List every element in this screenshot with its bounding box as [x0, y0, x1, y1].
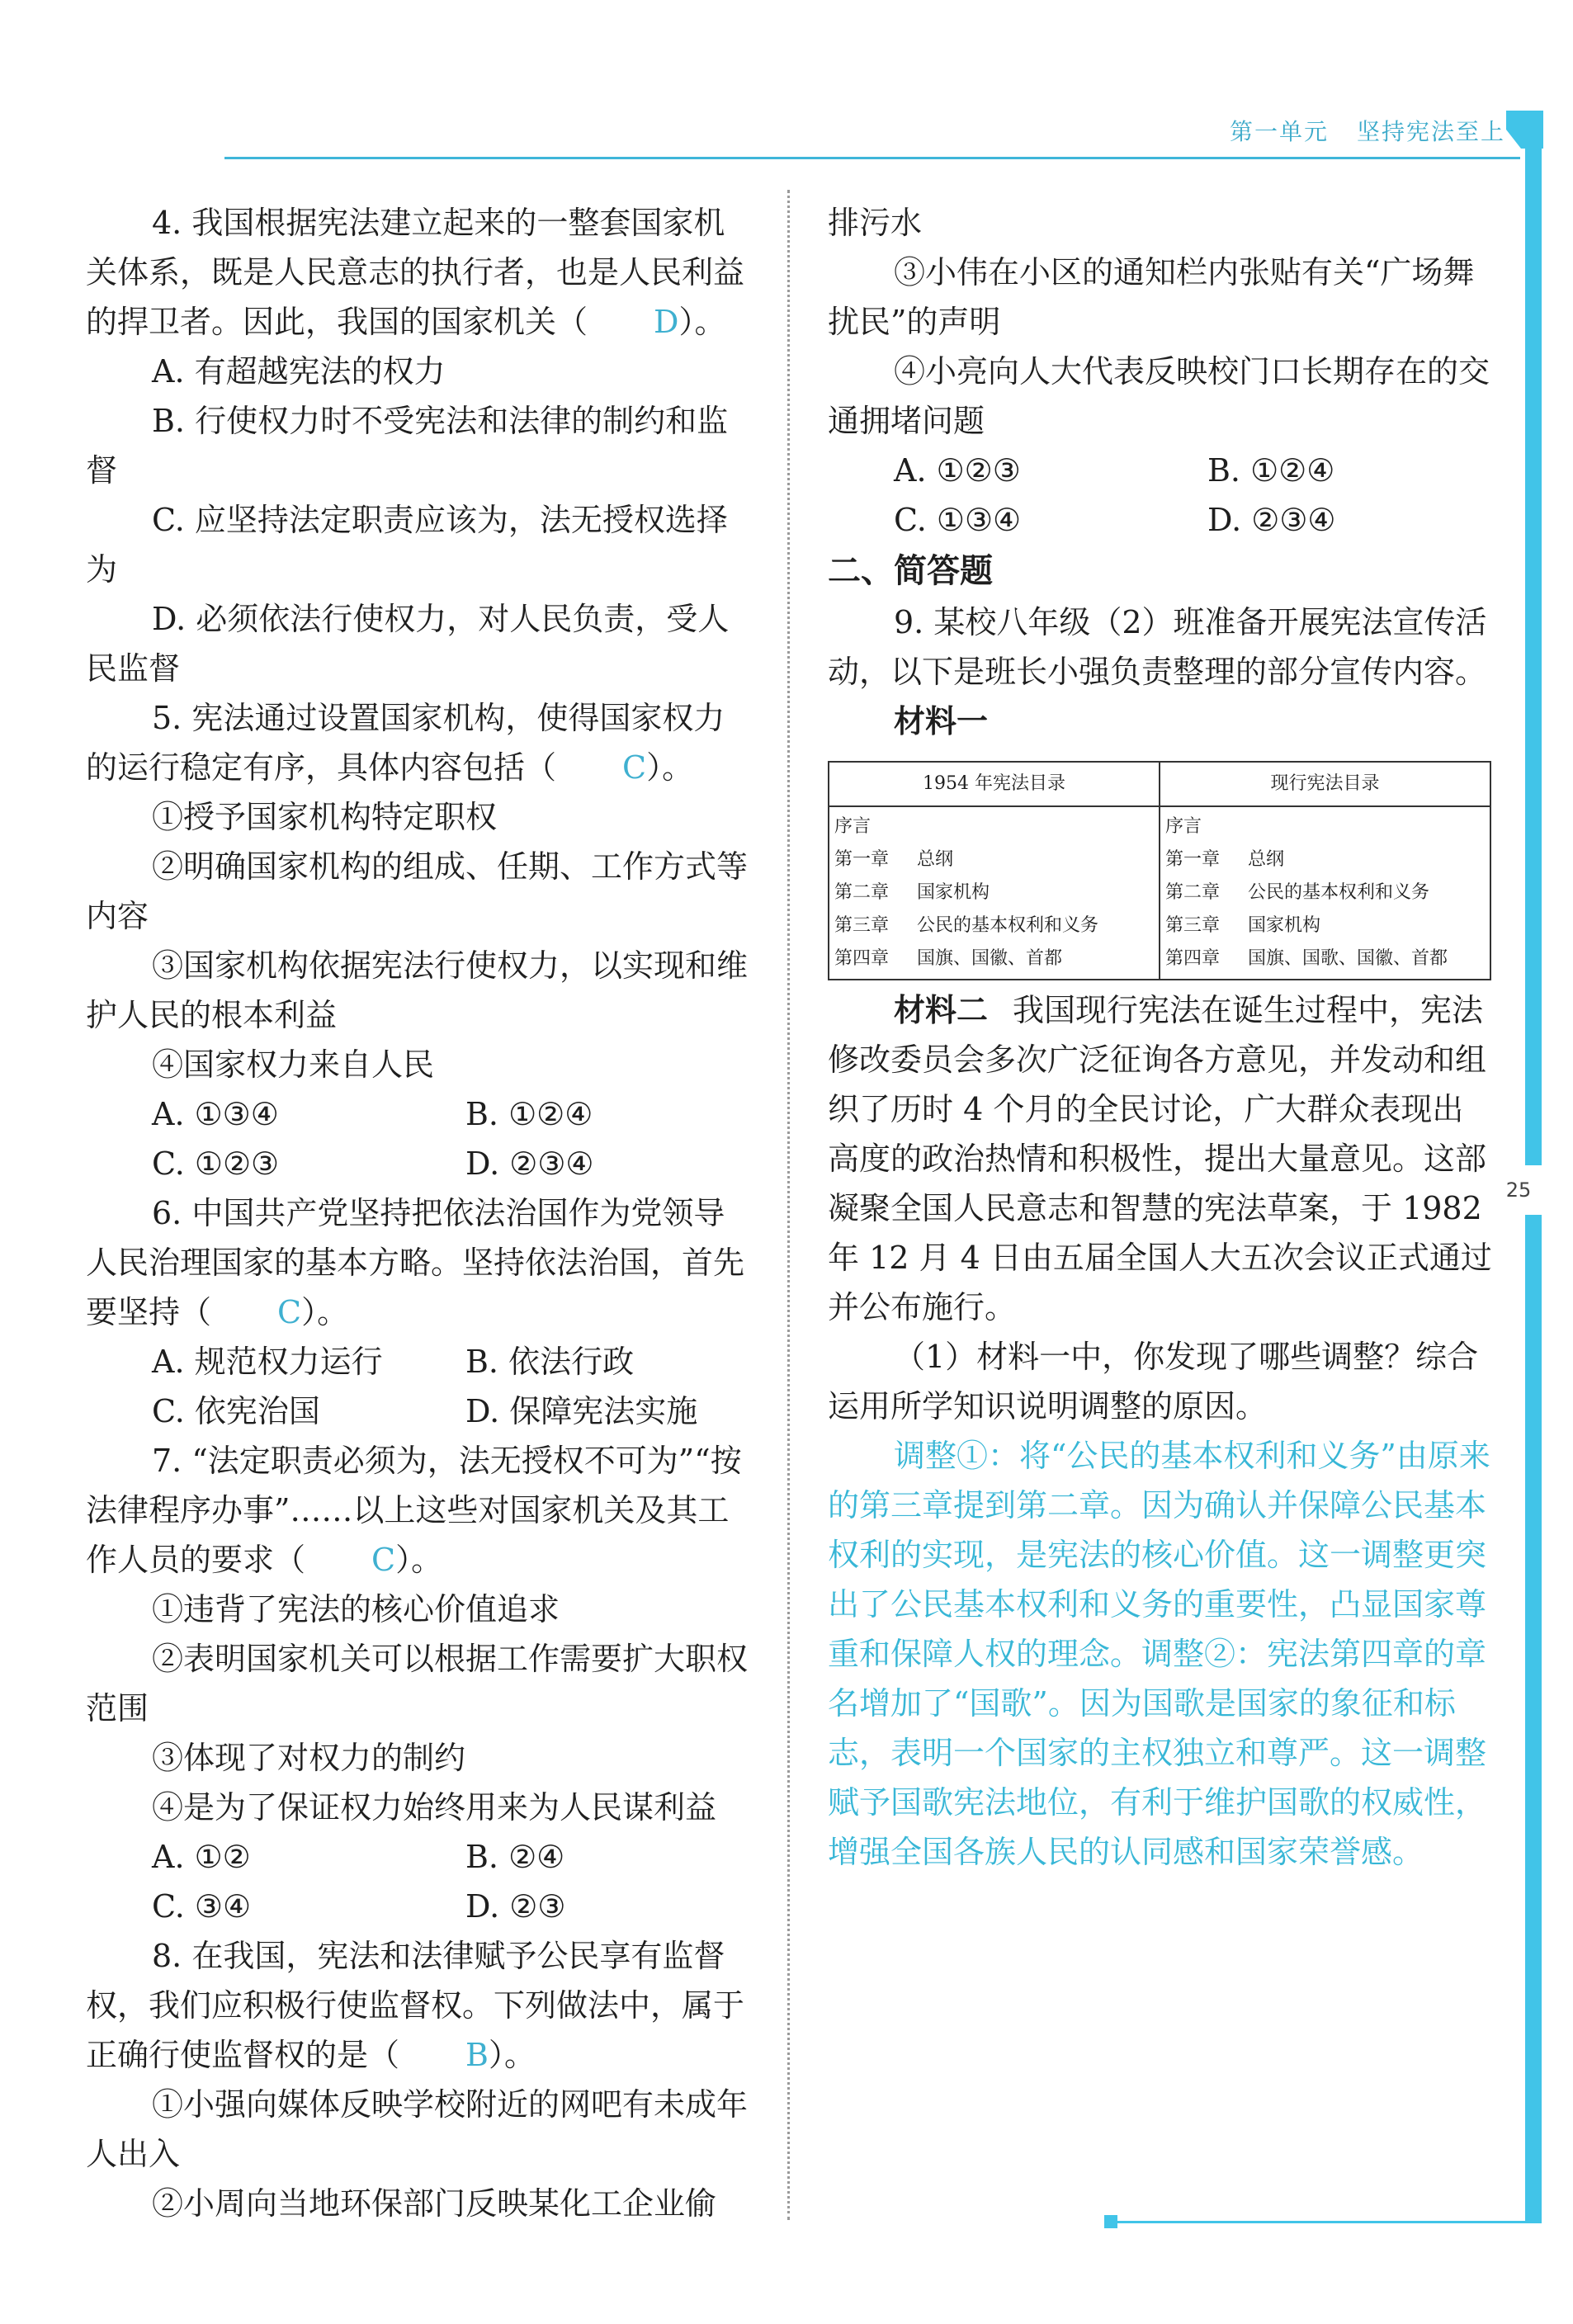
toc-row: 第一章 总纲 — [1165, 849, 1285, 870]
question-6-stem: 6. 中国共产党坚持把依法治国作为党领导人民治理国家的基本方略。坚持依法治国，首先要坚持（ C）。 — [86, 1188, 753, 1337]
answer-q5: C — [622, 749, 647, 786]
q7-option-c: C. ③④ — [152, 1888, 252, 1925]
q5-item-4: ④国家权力来自人民 — [152, 1046, 435, 1083]
q9-answer-text: 调整①：将“公民的基本权利和义务”由原来的第三章提到第二章。因为确认并保障公民基本权利的实现，是宪法的核心价值。这一调整更突出了公民基本权利和义务的重要性，凸显国家尊重和保障人权的理念。调整②：宪法第四章的章名增加了“国歌”。因为国歌是国家的象征和标志，表明一个国家的主权独立和尊严。这一调整赋予国歌宪法地位，有利于维护国歌的权威性，增强全国各族人民的认同感和国家荣誉感。 — [828, 1438, 1490, 1870]
toc-header-1954: 1954 年宪法目录 — [829, 762, 1160, 806]
q6-option-c: C. 依宪治国 — [152, 1393, 320, 1429]
q5-option-c: C. ①②③ — [152, 1145, 280, 1182]
q7-options-row-2 — [86, 1882, 753, 1931]
material-2-label: 材料二 — [894, 992, 989, 1028]
toc-row: 第二章 国家机构 — [834, 882, 990, 903]
q8-item-4: ④小亮向人大代表反映校门口长期存在的交通拥堵问题 — [828, 353, 1490, 439]
q6-option-d: D. 保障宪法实施 — [465, 1393, 698, 1429]
q5-options-row-2 — [86, 1139, 753, 1188]
q8-option-b: B. ①②④ — [1207, 452, 1335, 489]
q5-item-3: ③国家机构依据宪法行使权力，以实现和维护人民的根本利益 — [86, 947, 749, 1033]
left-column — [86, 198, 753, 2228]
q6-option-b: B. 依法行政 — [465, 1344, 635, 1380]
q7-option-d: D. ②③ — [465, 1888, 566, 1925]
toc-current-cell — [1160, 806, 1490, 980]
q4-option-b: B. 行使权力时不受宪法和法律的制约和监督 — [86, 403, 729, 489]
side-bar-cap — [1506, 111, 1543, 149]
q8-item-2-continued: 排污水 — [828, 205, 923, 241]
q8-option-d: D. ②③④ — [1207, 502, 1336, 538]
footer-rule — [1112, 2221, 1542, 2223]
page-number: 25 — [1495, 1165, 1542, 1215]
column-divider — [787, 190, 790, 2220]
unit-label: 第一单元 — [1230, 118, 1330, 145]
q6-option-a: A. 规范权力运行 — [152, 1344, 383, 1380]
q4-option-d: D. 必须依法行使权力，对人民负责，受人民监督 — [86, 601, 730, 687]
answer-q7: C — [371, 1542, 396, 1578]
toc-1954-cell — [829, 806, 1160, 980]
material-1-label: 材料一 — [894, 703, 989, 739]
q7-item-1: ①违背了宪法的核心价值追求 — [152, 1591, 560, 1627]
section-title: 二、简答题 — [828, 552, 993, 590]
toc-row: 第一章 总纲 — [834, 849, 954, 870]
material-2-text: 我国现行宪法在诞生过程中，宪法修改委员会多次广泛征询各方意见，并发动和组织了历时 4 个月的全民讨论，广大群众表现出高度的政治热情和积极性，提出大量意见。这部凝聚全国人民意志和智慧的宪法草案，于 1982 年 12 月 4 日由五届全国人大五次会议正式通过并公布施行。 — [828, 992, 1492, 1325]
q8-options-row-1 — [828, 446, 1495, 495]
q5-option-d: D. ②③④ — [465, 1145, 594, 1182]
q6-options-row-1 — [86, 1337, 753, 1386]
sub-question-1: （1）材料一中，你发现了哪些调整？综合运用所学知识说明调整的原因。 — [828, 1339, 1479, 1424]
header-rule — [224, 157, 1520, 159]
q7-options-row-1 — [86, 1832, 753, 1882]
right-column — [828, 198, 1495, 1877]
q8-option-a: A. ①②③ — [894, 452, 1021, 489]
q8-options-row-2 — [828, 495, 1495, 545]
q5-option-b: B. ①②④ — [465, 1096, 593, 1132]
running-header — [1230, 114, 1505, 147]
footer-square — [1104, 2215, 1117, 2228]
question-4-stem: 4. 我国根据宪法建立起来的一整套国家机关体系，既是人民意志的执行者，也是人民利益的捍卫者。因此，我国的国家机关（ D）。 — [86, 198, 753, 347]
toc-row: 第四章 国旗、国徽、首都 — [834, 948, 1063, 969]
question-7-stem: 7. “法定职责必须为，法无授权不可为”“按法律程序办事”……以上这些对国家机关及其工作人员的要求（ C）。 — [86, 1436, 753, 1585]
q8-item-2: ②小周向当地环保部门反映某化工企业偷 — [152, 2185, 717, 2222]
q5-item-2: ②明确国家机构的组成、任期、工作方式等内容 — [86, 848, 749, 934]
q7-option-a: A. ①② — [152, 1839, 251, 1875]
answer-q6: C — [277, 1294, 302, 1330]
q8-item-1: ①小强向媒体反映学校附近的网吧有未成年人出入 — [86, 2086, 749, 2172]
q7-item-4: ④是为了保证权力始终用来为人民谋利益 — [152, 1789, 717, 1826]
toc-row: 第四章 国旗、国歌、国徽、首都 — [1165, 948, 1448, 969]
answer-q4: D — [654, 304, 679, 340]
q5-item-1: ①授予国家机构特定职权 — [152, 799, 498, 835]
toc-row: 第三章 国家机构 — [1165, 915, 1321, 936]
question-9-stem: 9. 某校八年级（2）班准备开展宪法宣传活动，以下是班长小强负责整理的部分宣传内容。 — [828, 604, 1487, 690]
q7-option-b: B. ②④ — [465, 1839, 565, 1875]
q7-item-2: ②表明国家机关可以根据工作需要扩大职权范围 — [86, 1641, 749, 1726]
q7-item-3: ③体现了对权力的制约 — [152, 1740, 466, 1776]
toc-row: 第二章 公民的基本权利和义务 — [1165, 882, 1430, 903]
question-5-stem: 5. 宪法通过设置国家机构，使得国家权力的运行稳定有序，具体内容包括（ C）。 — [86, 693, 753, 792]
answer-q8: B — [465, 2037, 489, 2073]
toc-row: 序言 — [1165, 816, 1202, 837]
q8-option-c: C. ①③④ — [894, 502, 1022, 538]
q8-item-3: ③小伟在小区的通知栏内张贴有关“广场舞扰民”的声明 — [828, 254, 1475, 340]
question-8-stem: 8. 在我国，宪法和法律赋予公民享有监督权，我们应积极行使监督权。下列做法中，属于正确行使监督权的是（ B）。 — [86, 1931, 753, 2080]
toc-header-current: 现行宪法目录 — [1160, 762, 1490, 806]
toc-row: 序言 — [834, 816, 872, 837]
unit-title: 坚持宪法至上 — [1357, 118, 1506, 145]
toc-row: 第三章 公民的基本权利和义务 — [834, 915, 1099, 936]
q5-option-a: A. ①③④ — [152, 1096, 279, 1132]
constitution-toc-table — [828, 761, 1491, 980]
q5-options-row-1 — [86, 1089, 753, 1139]
q4-option-c: C. 应坚持法定职责应该为，法无授权选择为 — [86, 502, 728, 588]
q4-option-a: A. 有超越宪法的权力 — [152, 353, 446, 390]
q6-options-row-2 — [86, 1386, 753, 1436]
material-2-paragraph — [828, 985, 1495, 1332]
